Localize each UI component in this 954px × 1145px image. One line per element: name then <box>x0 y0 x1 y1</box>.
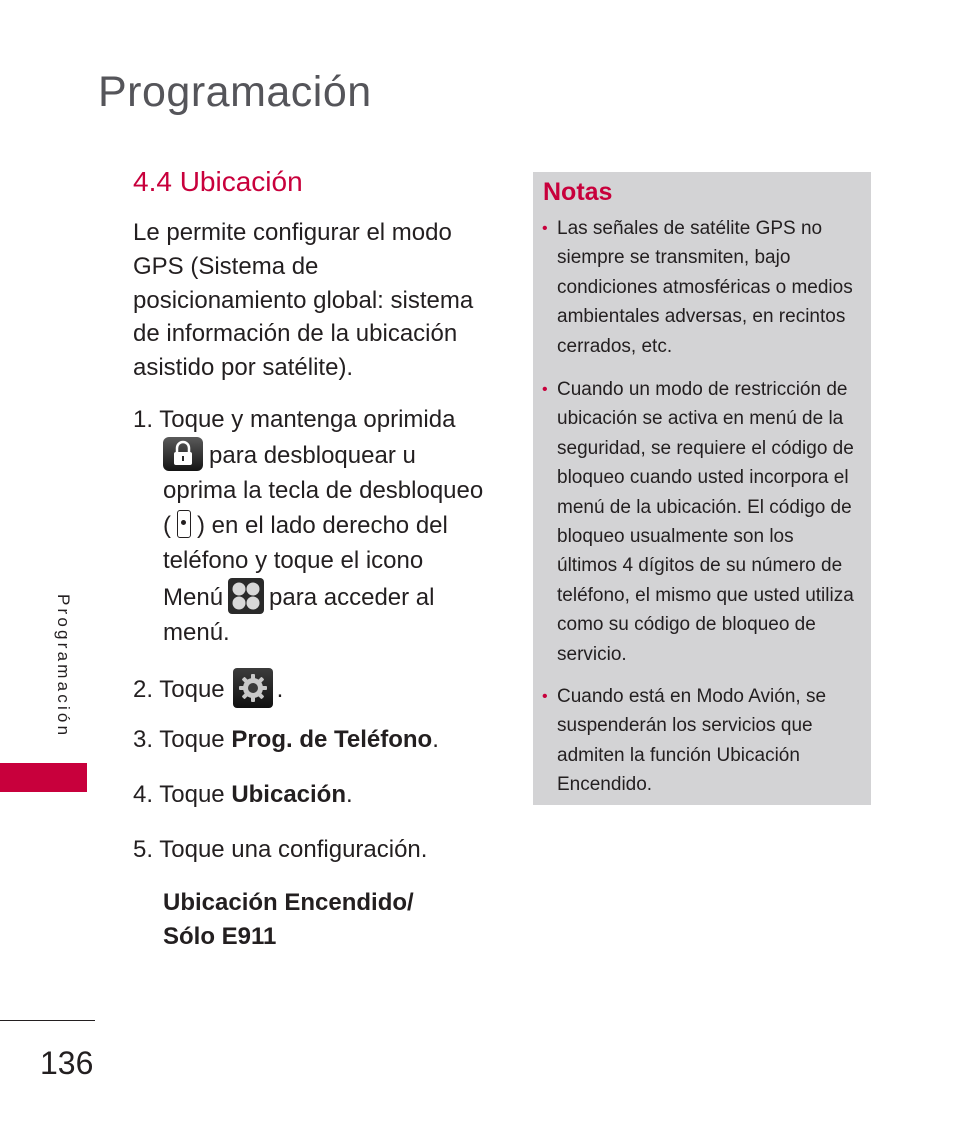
note-item <box>542 682 871 800</box>
intro-line: de información de la ubicación <box>133 320 458 348</box>
note-line: suspenderán los servicios que <box>557 715 813 737</box>
step-text: para acceder al <box>269 584 435 611</box>
settings-gear-icon <box>233 668 273 708</box>
step-5 <box>133 832 427 867</box>
step-number: 1. <box>133 406 154 433</box>
bullet-icon: • <box>542 688 548 705</box>
note-line: bloqueo cuando usted incorpora el <box>557 467 849 489</box>
page-number: 136 <box>40 1045 94 1081</box>
note-line: últimos 4 dígitos de su número de <box>557 555 843 577</box>
page-title: Programación <box>98 68 372 116</box>
step-3 <box>133 722 439 757</box>
menu-item-phone-settings: Prog. de Teléfono <box>231 726 433 753</box>
note-line: Cuando un modo de restricción de <box>557 379 848 400</box>
note-line: bloqueo usualmente son los <box>557 526 794 548</box>
step-4 <box>133 777 353 812</box>
note-line: ambientales adversas, en recintos <box>557 306 846 328</box>
note-line: admiten la función Ubicación <box>557 744 800 766</box>
notes-title: Notas <box>543 178 613 206</box>
step-text: . <box>346 781 353 808</box>
side-tab-marker <box>0 763 87 792</box>
lock-icon <box>163 437 203 471</box>
paren-open: ( <box>163 512 171 539</box>
note-item <box>542 214 871 361</box>
notes-box <box>533 172 871 805</box>
bullet-icon: • <box>542 220 548 237</box>
intro-line: asistido por satélite). <box>133 354 354 382</box>
note-line: condiciones atmosféricas o medios <box>557 276 853 298</box>
note-line: menú de la ubicación. El código de <box>557 496 852 518</box>
step-text: menú. <box>163 619 230 646</box>
menu-grid-icon <box>228 578 264 614</box>
note-line: Encendido. <box>557 774 653 796</box>
step-number: 4. <box>133 781 154 808</box>
side-section-label: Programación <box>54 594 73 739</box>
step-text: Menú <box>163 584 224 611</box>
step-text: ) en el lado derecho del <box>197 512 448 539</box>
step-text: oprima la tecla de desbloqueo <box>163 477 484 504</box>
footer-rule <box>0 1020 95 1021</box>
step-text: Toque y mantenga oprimida <box>159 406 456 433</box>
note-line: siempre se transmiten, bajo <box>557 247 791 269</box>
intro-paragraph <box>133 216 478 385</box>
bullet-icon: • <box>542 381 548 398</box>
note-line: servicio. <box>557 643 627 665</box>
step-text: . <box>432 726 439 753</box>
step-number: 2. <box>133 676 154 703</box>
side-unlock-key-icon <box>177 510 191 538</box>
step-number: 3. <box>133 726 154 753</box>
step-1 <box>133 402 483 650</box>
step-number: 5. <box>133 836 154 863</box>
section-heading: 4.4 Ubicación <box>133 166 303 197</box>
note-line: cerrados, etc. <box>557 335 673 357</box>
step-text: para desbloquear u <box>209 442 416 469</box>
menu-item-location: Ubicación <box>231 781 347 808</box>
step-text: Toque una configuración. <box>159 836 428 863</box>
note-item <box>542 375 871 669</box>
intro-line: Le permite configurar el modo <box>133 219 452 246</box>
intro-line: posicionamiento global: sistema <box>133 286 474 314</box>
step-text: Toque <box>159 676 225 703</box>
option-line: Ubicación Encendido/ <box>163 889 414 916</box>
note-line: ubicación se activa en menú de la <box>557 408 844 430</box>
step-text: Toque <box>159 781 225 808</box>
option-line: Sólo E911 <box>163 923 277 950</box>
location-options <box>163 886 414 954</box>
step-text: . <box>276 676 284 703</box>
note-line: como su código de bloqueo de <box>557 614 816 636</box>
step-text: teléfono y toque el icono <box>163 547 424 574</box>
note-line: Cuando está en Modo Avión, se <box>557 686 827 707</box>
intro-line: GPS (Sistema de <box>133 252 319 280</box>
note-line: teléfono, el mismo que usted utiliza <box>557 584 854 606</box>
note-line: Las señales de satélite GPS no <box>557 218 823 239</box>
note-line: seguridad, se requiere el código de <box>557 437 854 459</box>
step-2 <box>133 668 283 708</box>
step-text: Toque <box>159 726 225 753</box>
